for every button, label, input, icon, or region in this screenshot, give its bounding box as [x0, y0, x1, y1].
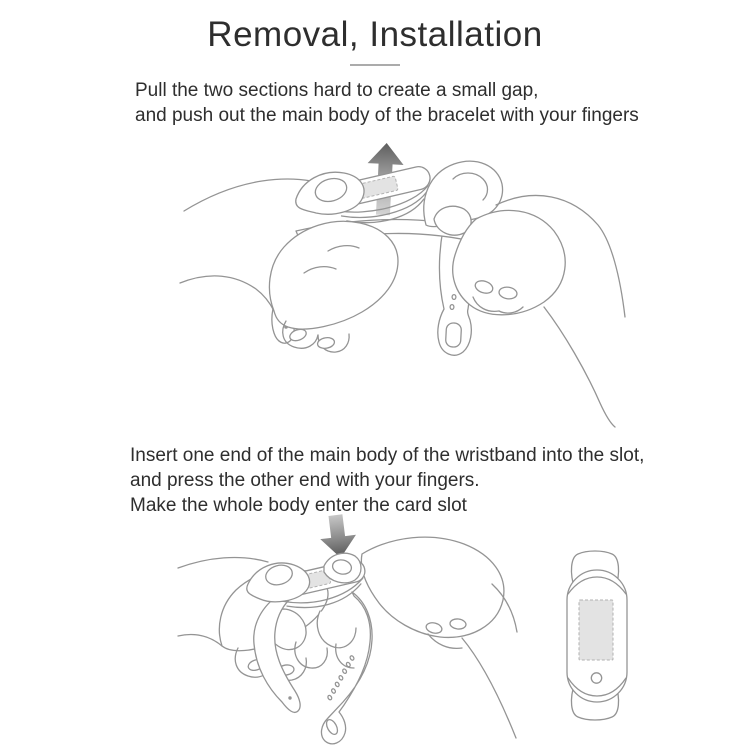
illustration-installation — [178, 512, 548, 750]
page-title: Removal, Installation — [207, 15, 543, 54]
step-installation-text — [130, 443, 644, 518]
right-hand — [361, 537, 517, 738]
fingernail — [317, 336, 336, 349]
step-removal-line-1: Pull the two sections hard to create a small gap, — [135, 80, 539, 101]
wristband-front-view — [553, 546, 641, 728]
step-removal-line-2: and push out the main body of the bracelet with your fingers — [135, 105, 639, 126]
step-removal-text — [135, 78, 639, 128]
tracker-body — [567, 570, 627, 702]
tracker-screen — [579, 600, 613, 660]
step-installation-line-3: Make the whole body enter the card slot — [130, 495, 467, 516]
title-divider — [350, 64, 400, 66]
buckle-slot — [445, 323, 461, 348]
left-thumb — [247, 562, 310, 601]
right-fingertip — [324, 553, 361, 583]
touch-button — [591, 673, 601, 683]
step-installation-line-1: Insert one end of the main body of the wristband into the slot, — [130, 445, 645, 466]
strap-pin-hole — [288, 696, 291, 699]
down-arrow-icon — [318, 513, 359, 560]
step-installation-line-2: and press the other end with your fingers. — [130, 470, 480, 491]
illustration-removal — [178, 135, 638, 435]
